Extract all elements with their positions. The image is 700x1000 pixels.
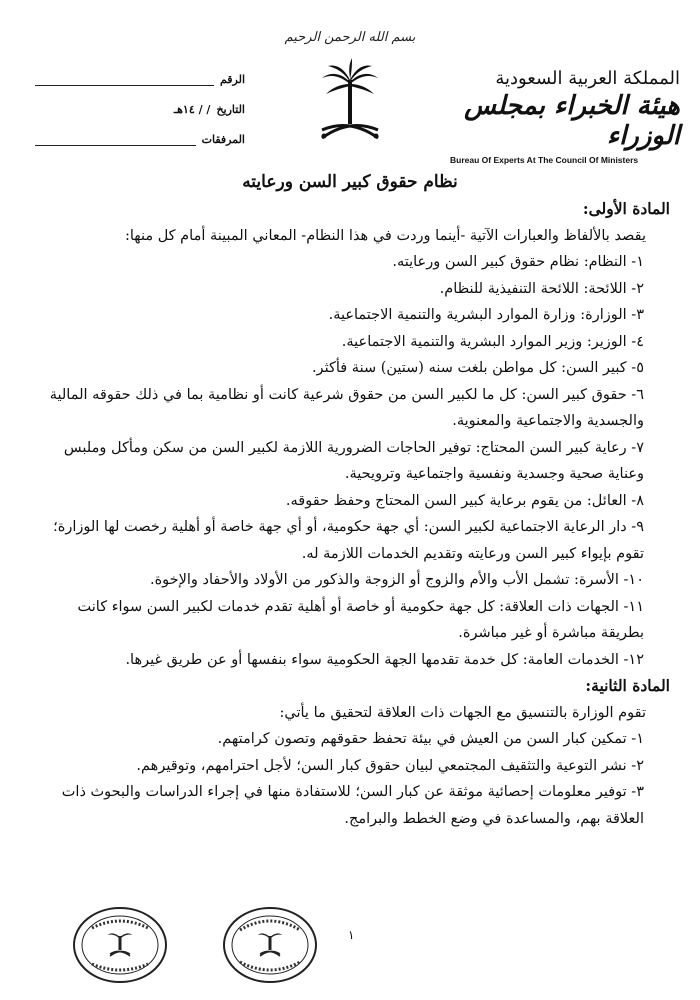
article-2-item: ٣- توفير معلومات إحصائية موثقة عن كبار السن؛ للاستفادة منها في إجراء الدراسات والبحوث ذات العلاقة بهم، والمساعدة في وضع الخطط والبرامج. xyxy=(61,784,644,827)
date-value: / / ١٤هـ xyxy=(173,103,211,116)
bureau-name-ar: هيئة الخبراء بمجلس الوزراء xyxy=(464,91,680,151)
organization-header xyxy=(450,68,680,165)
bureau-name-en: Bureau Of Experts At The Council Of Ministers xyxy=(450,155,639,165)
basmala: بسم الله الرحمن الرحيم xyxy=(284,30,416,45)
article-1-item: ٧- رعاية كبير السن المحتاج: توفير الحاجات الضرورية اللازمة لكبير السن من سكن ومأكل وملبس وعناية صحية وجسدية ونفسية واجتماعية وترويحية. xyxy=(63,439,644,482)
page-number: ١ xyxy=(348,928,355,942)
ref-number-row xyxy=(35,66,245,86)
document-body xyxy=(40,196,670,832)
article-1-item: ٩- دار الرعاية الاجتماعية لكبير السن: أي جهة حكومية، أو أي جهة خاصة أو أهلية رخصت لها الوزارة؛ تقوم بإيواء كبير السن ورعايته وتقديم الخدمات اللازمة له. xyxy=(53,519,644,562)
bureau-of-experts-seal-icon xyxy=(222,906,318,984)
article-1-item: ١٠- الأسرة: تشمل الأب والأم والزوج أو الزوجة والذكور من الأولاد والأحفاد والإخوة. xyxy=(149,572,644,588)
article-1-item: ٢- اللائحة: اللائحة التنفيذية للنظام. xyxy=(439,280,644,297)
article-1-item: ١٢- الخدمات العامة: كل خدمة تقدمها الجهة الحكومية سواء بنفسها أو عن طريق غيرها. xyxy=(125,651,644,668)
article-2-intro: تقوم الوزارة بالتنسيق مع الجهات ذات العلاقة لتحقيق ما يأتي: xyxy=(279,704,646,721)
article-1-item: ٣- الوزارة: وزارة الموارد البشرية والتنمية الاجتماعية. xyxy=(328,307,644,323)
attachments-line xyxy=(35,133,196,146)
ref-line xyxy=(35,73,214,86)
article-1-intro: يقصد بالألفاظ والعبارات الآتية -أينما وردت في هذا النظام- المعاني المبينة أمام كل منها: xyxy=(124,227,646,244)
article-1-heading: المادة الأولى: xyxy=(582,199,670,218)
article-1-item: ١١- الجهات ذات العلاقة: كل جهة حكومية أو خاصة أو أهلية تقدم خدمات لكبير السن سواء كانت بطريقة مباشرة أو غير مباشرة. xyxy=(77,598,644,641)
article-1-item: ١- النظام: نظام حقوق كبير السن ورعايته. xyxy=(392,254,644,270)
article-2-item: ٢- نشر التوعية والتثقيف المجتمعي لبيان حقوق كبار السن؛ لأجل احترامهم، وتوقيرهم. xyxy=(136,757,644,774)
general-secretariat-seal-icon xyxy=(72,906,168,984)
document-title: نظام حقوق كبير السن ورعايته xyxy=(242,172,458,192)
date-row xyxy=(35,96,245,116)
ref-label: الرقم xyxy=(219,73,245,86)
article-2-heading: المادة الثانية: xyxy=(585,676,670,695)
article-2-item: ١- تمكين كبار السن من العيش في بيئة تحفظ حقوقهم وتصون كرامتهم. xyxy=(217,731,644,747)
article-1-item: ٨- العائل: من يقوم برعاية كبير السن المحتاج وحفظ حقوقه. xyxy=(285,492,644,509)
article-1-item: ٤- الوزير: وزير الموارد البشرية والتنمية الاجتماعية. xyxy=(341,333,644,350)
article-1-item: ٦- حقوق كبير السن: كل ما لكبير السن من حقوق شرعية كانت أو نظامية بما في ذلك حقوقه المالية والجسدية والاجتماعية والمعنوية. xyxy=(49,386,644,429)
article-1-item: ٥- كبير السن: كل مواطن بلغت سنه (ستين) سنة فأكثر. xyxy=(311,360,644,376)
date-label: التاريخ xyxy=(216,103,245,116)
attachments-row xyxy=(35,126,245,146)
palm-swords-emblem-icon xyxy=(318,58,382,154)
attachments-label: المرفقات xyxy=(201,133,245,146)
kingdom-name: المملكة العربية السعودية xyxy=(495,68,680,89)
